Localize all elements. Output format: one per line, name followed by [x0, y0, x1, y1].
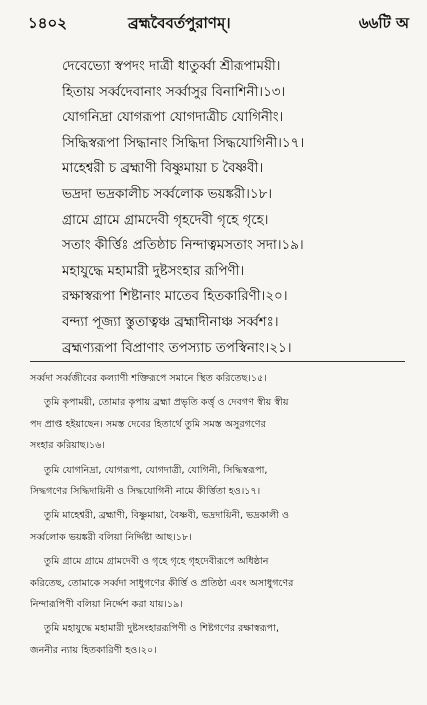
commentary-line: তুমি গ্রামে গ্রামে গ্রামদেবী ও গৃহে গৃহে গৃহদেবীরূপে অধিষ্ঠান [44, 556, 269, 568]
commentary-line: তুমি যোগনিদ্রা, যোগরূপা, যোগদাত্রী, যোগিনী, সিদ্ধিস্বরূপা, [44, 464, 268, 476]
verse-line: বন্দ্যা পূজ্যা স্তুতাত্বঞ্চ ব্রহ্মাদীনাঞ্চ সর্ব্বশঃ। [62, 314, 279, 330]
commentary-line: তুমি কৃপাময়ী, তোমার কৃপায় ব্রহ্মা প্রভৃতি কর্ত্তৃ ও দেবগণ স্বীয় স্বীয় [44, 397, 289, 409]
verse-line: ভদ্রদা ভদ্রকালীচ সর্ব্বলোক ভয়ঙ্করী।১৮। [62, 186, 273, 202]
commentary-block [30, 368, 408, 661]
verse-line: হিতায় সর্ব্বদেবানাং সর্ব্বাসুর বিনাশিনী।১৩। [62, 84, 286, 100]
commentary-line: জননীর ন্যায় হিতকারিণী হও।২০। [30, 644, 157, 656]
commentary-line: সর্ব্বলোক ভয়ঙ্করী বলিয়া নির্দ্দিষ্টা আছ।১৮। [30, 531, 192, 543]
page-number: ১৪০২ [28, 14, 67, 32]
commentary-line: তুমি মাহেশ্বরী, ব্রহ্মাণী, বিষ্ণুমায়া, বৈষ্ণবী, ভদ্রদায়িনী, ভদ্রকালী ও [44, 510, 290, 522]
commentary-line: সিদ্ধগণের সিদ্ধিদায়িনী ও সিদ্ধযোগিনী নামে কীর্ত্তিতা হও।১৭। [30, 485, 261, 497]
running-title: ব্রহ্মবৈবর্তপুরাণম্। [128, 14, 231, 32]
verse-line: দেবেভ্যো স্বপদং দাত্রী ধাতুর্ব্বা শ্রীরূপাময়ী। [62, 59, 281, 74]
page-header [28, 6, 409, 36]
verse-line: রক্ষাস্বরূপা শিষ্টানাং মাতেব হিতকারিণী।২০। [62, 289, 288, 305]
commentary-line: পদ প্রাপ্ত হইয়াছেন। সমস্ত দেবের হিতার্থে তুমি সমস্ত অসুরগণের [30, 418, 266, 430]
verse-line: মাহেশ্বরী চ ব্রহ্মাণী বিষ্ণুমায়া চ বৈষ্ণবী। [62, 161, 264, 177]
verse-line: ব্রহ্মণ্যরূপা বিপ্রাণাং তপস্যাচ তপস্বিনাং।২১। [62, 340, 292, 356]
commentary-line: করিতেছ, তোমাকে সর্ব্বদা সাধুগণের কীর্ত্তি ও প্রতিষ্ঠা এবং অসাধুগণের [30, 577, 294, 589]
verse-line: যোগনিদ্রা যোগরূপা যোগদাত্রীচ যোগিনীং। [62, 110, 284, 126]
verse-line: গ্রামে গ্রামে গ্রামদেবী গৃহদেবী গৃহে গৃহে। [62, 212, 269, 228]
commentary-line: সংহার করিয়াছ।১৬। [30, 440, 105, 452]
commentary-line: সর্ব্বদা সর্ব্বজীবের কল্যাণী শক্তিরূপে সমানে স্থিত করিতেছ।১৫। [30, 373, 267, 384]
commentary-line: তুমি মহাযুদ্ধে মহামারী দুষ্টসংহাররূপিণী ও শিষ্টগণের রক্ষাস্বরূপা, [44, 623, 280, 635]
commentary-line: নিন্দারূপিণী বলিয়া নির্দ্দেশ করা যায়।১৯। [30, 598, 183, 610]
chapter-label: ৬৬টি অ [358, 14, 409, 32]
verse-line: মহাযুদ্ধে মহামারী দুষ্টসংহার রূপিণী। [62, 263, 245, 279]
verse-line: সিদ্ধিস্বরূপা সিদ্ধানাং সিদ্ধিদা সিদ্ধযোগিনী।১৭। [62, 135, 305, 151]
verse-block [62, 54, 422, 361]
verse-line: সতাং কীর্ত্তিঃ প্রতিষ্ঠাচ নিন্দাত্বমসতাং সদা।১৯। [62, 238, 304, 254]
divider-rule [30, 361, 405, 362]
